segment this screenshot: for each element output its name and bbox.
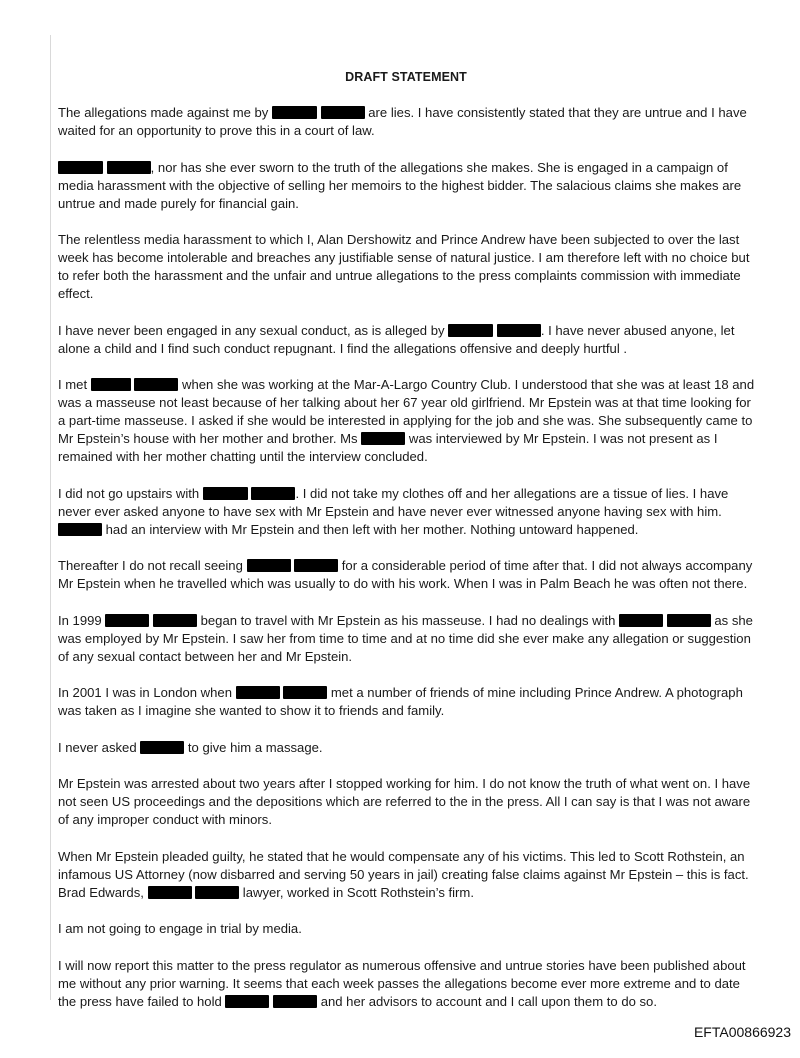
paragraph-text: I did not go upstairs with	[58, 485, 203, 501]
paragraph	[58, 557, 758, 593]
redaction-box	[619, 614, 663, 627]
redaction-box	[225, 995, 269, 1008]
paragraph	[58, 684, 758, 720]
paragraph-text: In 2001 I was in London when	[58, 685, 236, 700]
paragraph-text: . I did not take my clothes off and her allegations are a tissue of lies. I have never ever asked anyone to have sex with Mr Epstein and have never ever witnessed anyone having sex with him.	[58, 485, 729, 519]
paragraph-text: Thereafter I do not recall seeing	[58, 558, 247, 573]
redaction-box	[272, 106, 317, 119]
paragraph-text: In 1999	[58, 612, 106, 628]
paragraph-text: The relentless media harassment to which I, Alan Dershowitz and Prince Andrew have been subjected to over the last week has become intolerable and breaches any justifiable sense of natural justice. I am therefore left with no choice but to refer both the harassment and the unfair and untrue allegations to the press complaints commission with immediate effect.	[58, 232, 750, 301]
paragraph-text: are lies. I have consistently stated that they are untrue and I have waited for an opportunity to prove this in a court of law.	[58, 105, 747, 138]
redaction-box	[91, 378, 131, 391]
bates-number: EFTA00866923	[693, 1024, 791, 1040]
paragraph-text: Mr Epstein was arrested about two years after I stopped working for him. I do not know the truth of what went on. I have not seen US proceedings and the depositions which are referred to the in the press. All I can say is that I was not aware of any improper conduct with minors.	[58, 776, 751, 827]
redaction-box	[107, 161, 151, 174]
redaction-box	[195, 886, 239, 899]
redaction-box	[140, 741, 184, 754]
paragraph-text: I will now report this matter to the press regulator as numerous offensive and untrue stories have been published about me without any prior warning. It seems that each week passes the allegations become ever more extreme and to date the press have failed to hold	[58, 957, 746, 1009]
redaction-box	[251, 487, 295, 500]
paragraph	[58, 104, 758, 140]
paragraph-text: I met	[58, 377, 91, 392]
paragraph-text: I never asked	[58, 739, 141, 755]
redaction-box	[148, 886, 192, 899]
paragraph	[58, 775, 758, 829]
paragraph-text: When Mr Epstein pleaded guilty, he stated that he would compensate any of his victims. This led to Scott Rothstein, an infamous US Attorney (now disbarred and serving 50 years in jail) creating false claims against Mr Epstein – this is fact. Brad Edwards,	[58, 848, 749, 900]
redaction-box	[667, 614, 711, 627]
redaction-box	[497, 324, 541, 337]
paragraph	[58, 957, 758, 1011]
paragraph-text: met a number of friends of mine including Prince Andrew. A photograph was taken as I imagine she wanted to show it to friends and family.	[58, 685, 743, 718]
paragraph-text: began to travel with Mr Epstein as his masseuse. I had no dealings with	[196, 612, 620, 628]
paragraph-text: I have never been engaged in any sexual conduct, as is alleged by	[58, 322, 449, 338]
paragraph-text: . I have never abused anyone, let alone a child and I find such conduct repugnant. I find the allegations offensive and deeply hurtful .	[58, 322, 735, 356]
redaction-box	[294, 559, 338, 572]
paragraph	[58, 322, 758, 358]
paragraph	[58, 739, 758, 757]
redaction-box	[105, 614, 149, 627]
paragraph-text: when she was working at the Mar-A-Largo Country Club. I understood that she was at least 18 and was a masseuse not least because of her talking about her 67 year old girlfriend. Mr Epstein was at that time looking for a part-time masseuse. I asked if she would be interested in applying for the job and she was. She subsequently came to Mr Epstein’s house with her mother and brother. Ms	[58, 377, 755, 446]
redaction-box	[203, 487, 248, 500]
paragraph-text: and her advisors to account and I call upon them to do so.	[317, 993, 657, 1009]
redaction-box	[247, 559, 291, 572]
paragraph	[58, 848, 758, 902]
paragraph-text: , nor has she ever sworn to the truth of the allegations she makes. She is engaged in a campaign of media harassment with the objective of selling her memoirs to the highest bidder. The salacious claims she makes are untrue and made purely for financial gain.	[58, 159, 742, 211]
redaction-box	[134, 378, 178, 391]
redaction-box	[58, 523, 102, 536]
document-title: DRAFT STATEMENT	[345, 70, 467, 84]
document-body	[58, 104, 758, 1029]
paragraph-text: The allegations made against me by	[58, 105, 272, 120]
paragraph-text: lawyer, worked in Scott Rothstein’s firm.	[239, 884, 474, 900]
paragraph	[58, 231, 758, 303]
redaction-box	[58, 161, 103, 174]
paragraph	[58, 376, 758, 466]
redaction-box	[273, 995, 317, 1008]
paragraph-text: was interviewed by Mr Epstein. I was not present as I remained with her mother chatting until the interview concluded.	[58, 431, 718, 464]
redaction-box	[283, 686, 327, 699]
redaction-box	[321, 106, 365, 119]
paragraph-text: had an interview with Mr Epstein and then left with her mother. Nothing untoward happened.	[102, 521, 639, 537]
paragraph-text: I am not going to engage in trial by media.	[58, 921, 302, 936]
redaction-box	[448, 324, 493, 337]
paragraph-text: to give him a massage.	[184, 739, 323, 755]
paragraph	[58, 920, 758, 938]
paragraph	[58, 612, 758, 666]
redaction-box	[153, 614, 197, 627]
redaction-box	[236, 686, 280, 699]
paragraph	[58, 159, 758, 213]
paragraph	[58, 485, 758, 539]
redaction-box	[361, 432, 405, 445]
paragraph-text: as she was employed by Mr Epstein. I saw her from time to time and at no time did she ever make any allegation or suggestion of any sexual contact between her and Mr Epstein.	[58, 612, 753, 664]
page-margin-line	[50, 35, 51, 1000]
paragraph-text: for a considerable period of time after that. I did not always accompany Mr Epstein when he travelled which was usually to do with his work. When I was in Palm Beach he was often not there.	[58, 558, 753, 591]
